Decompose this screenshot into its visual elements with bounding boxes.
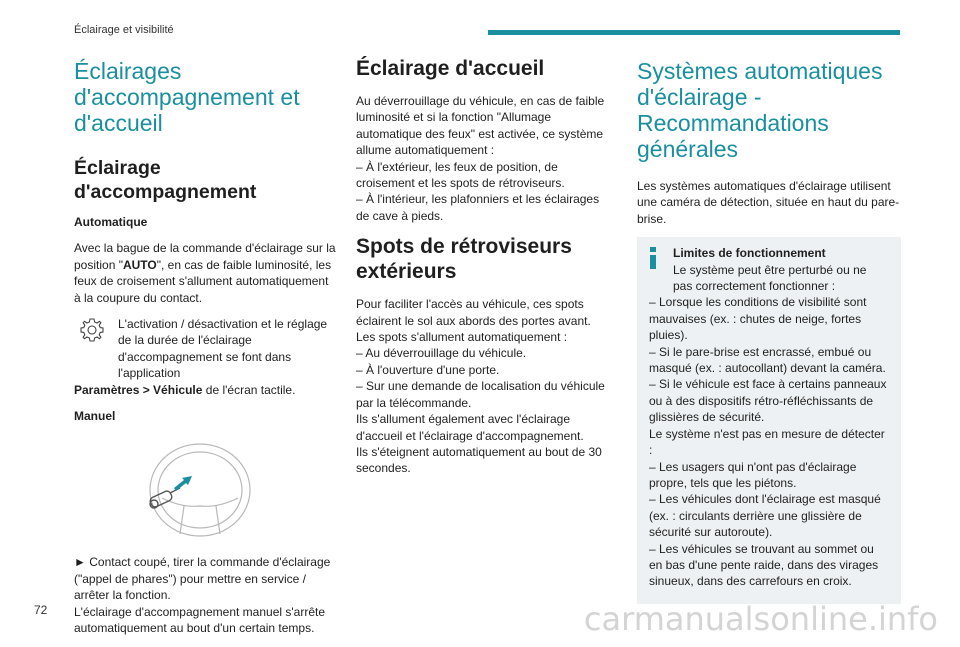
info-box-text-2: Le système n'est pas en mesure de détecter :	[649, 426, 885, 458]
page-title-accompaniment: Éclairages d'accompagnement et d'accueil	[74, 58, 300, 136]
column-left	[74, 56, 338, 647]
watermark: carmanualsonline.info	[583, 600, 938, 638]
subheading-manual: Manuel	[74, 409, 116, 424]
gear-icon	[78, 316, 106, 344]
heading-accompaniment: Éclairage d'accompagnement	[74, 157, 257, 203]
settings-tail: de l'écran tactile.	[205, 382, 296, 397]
list-item: – Sur une demande de localisation du véhicule par la télécommande.	[356, 379, 605, 410]
mirror-spots-off: Ils s'éteignent automatiquement au bout de 30 secondes.	[356, 444, 602, 476]
welcome-text: Au déverrouillage du véhicule, en cas de faible luminosité et si la fonction "Allumage automatique des feux" est activée, ce système allume automatiquement :	[356, 94, 605, 158]
auto-text-pre: Avec la bague de la commande d'éclairage sur la position "	[74, 241, 336, 272]
auto-paragraph	[74, 240, 338, 306]
info-box-text-1: Le système peut être perturbé ou ne pas correctement fonctionner :	[673, 262, 867, 294]
manual-text-2: L'éclairage d'accompagnement manuel s'arrête automatiquement au bout d'un certain temps.	[74, 604, 326, 636]
info-box-head	[649, 245, 889, 294]
column-right	[637, 56, 901, 604]
steering-wheel-stalk-illustration	[122, 438, 252, 538]
automatic-intro: Les systèmes automatiques d'éclairage utilisent une caméra de détection, située en haut du pare-brise.	[637, 179, 900, 226]
mirror-spots-paragraph	[356, 296, 612, 476]
header-accent-bar	[488, 30, 900, 35]
list-item: – À l'intérieur, les plafonniers et les éclairages de cave à pieds.	[356, 192, 600, 223]
info-box-title: Limites de fonctionnement	[673, 246, 826, 261]
page-number: 72	[34, 603, 48, 617]
arrow-bullet-icon: ►	[74, 555, 86, 570]
list-item: – Si le véhicule est face à certains panneaux ou à des dispositifs rétro-réfléchissants de glissières de sécurité.	[649, 377, 887, 425]
section-title: Éclairage et visibilité	[74, 24, 174, 36]
info-box-limits	[637, 237, 901, 604]
list-item: – Au déverrouillage du véhicule.	[356, 346, 527, 361]
subheading-automatic: Automatique	[74, 215, 148, 229]
list-item: – Les véhicules dont l'éclairage est masqué (ex. : circulants derrière une glissière de sécurité sur autoroute).	[649, 492, 881, 540]
settings-text: L'activation / désactivation et le réglage de la durée de l'éclairage d'accompagnement se font dans l'application	[118, 317, 328, 381]
list-item: – Les usagers qui n'ont pas d'éclairage propre, tels que les piétons.	[649, 459, 857, 490]
welcome-paragraph	[356, 93, 612, 224]
mirror-spots-also: Ils s'allument également avec l'éclairage d'accueil et l'éclairage d'accompagnement.	[356, 412, 584, 443]
heading-mirror-spots: Spots de rétroviseurs extérieurs	[356, 235, 572, 284]
auto-keyword: AUTO	[122, 257, 157, 272]
list-item: – À l'ouverture d'une porte.	[356, 362, 500, 377]
list-item: – Les véhicules se trouvant au sommet ou en bas d'une pente raide, dans des virages sinueux, dans des carrefours en croix.	[649, 541, 879, 589]
heading-welcome-lighting: Éclairage d'accueil	[356, 57, 545, 80]
manual-text: Contact coupé, tirer la commande d'éclairage ("appel de phares") pour mettre en service / arrêter la fonction.	[74, 555, 331, 603]
list-item: – Lorsque les conditions de visibilité sont mauvaises (ex. : chutes de neige, fortes pluies).	[649, 295, 867, 343]
auto-text-post: ", en cas de faible luminosité, les feux de croisement s'allument automatiquement à la coupure du contact.	[74, 257, 332, 305]
column-middle	[356, 56, 612, 487]
list-item: – Si le pare-brise est encrassé, embué ou masqué (ex. : autocollant) devant la caméra.	[649, 344, 886, 376]
list-item: – À l'extérieur, les feux de position, de croisement et les spots de rétroviseurs.	[356, 159, 565, 191]
page-title-automatic-systems: Systèmes automatiques d'éclairage - Recommandations générales	[637, 58, 883, 162]
settings-path-paragraph	[74, 382, 338, 398]
mirror-spots-auto: Les spots s'allument automatiquement :	[356, 330, 568, 345]
settings-path: Paramètres > Véhicule	[74, 382, 203, 397]
mirror-spots-intro: Pour faciliter l'accès au véhicule, ces spots éclairent le sol aux abords des portes avant.	[356, 297, 591, 328]
info-icon	[647, 247, 659, 269]
manual-paragraph	[74, 554, 338, 636]
settings-note	[74, 316, 338, 382]
